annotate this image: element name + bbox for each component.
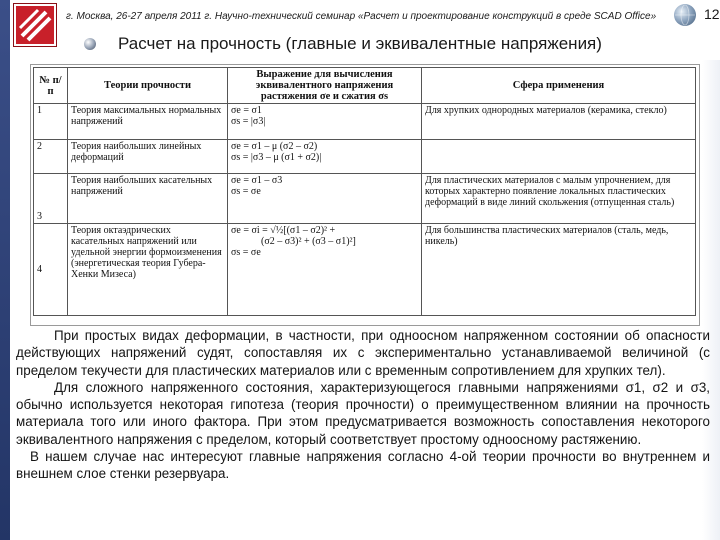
header-scope: Сфера применения <box>422 68 696 104</box>
row-scope: Для хрупких однородных материалов (керамика, стекло) <box>422 104 696 140</box>
row-expression: σе = σ1 – σ3 σs = σе <box>228 174 422 224</box>
title-row <box>84 34 704 56</box>
slide-header <box>10 0 720 30</box>
table-row <box>34 174 696 224</box>
slide-title: Расчет на прочность (главные и эквивалентные напряжения) <box>118 34 602 53</box>
row-num: 3 <box>34 174 68 224</box>
paragraph: Для сложного напряженного состояния, характеризующегося главными напряжениями σ1, σ2 и σ3, обычно используется некоторая гипотеза (теория прочности) о преимущественном влиянии на прочность материала того или иного фактора. При этом предусматривается возможность сопоставления некоторого эквивалентного напряжения с пределом, который соответствует простому одноосному растяжению. <box>16 379 710 447</box>
table-header-row <box>34 68 696 104</box>
bullet-icon <box>84 38 96 50</box>
row-scope: Для большинства пластических материалов (сталь, медь, никель) <box>422 224 696 316</box>
left-frame-bar <box>0 0 10 540</box>
table-row <box>34 104 696 140</box>
strength-theories-table <box>30 64 700 326</box>
row-num: 4 <box>34 224 68 316</box>
paragraph: В нашем случае нас интересуют главные напряжения согласно 4-ой теории прочности во внутреннем и внешнем слое стенки резервуара. <box>16 449 710 482</box>
header-expression: Выражение для вычисления эквивалентного напряжения растяжения σе и сжатия σs <box>228 68 422 104</box>
row-scope: Для пластических материалов с малым упрочнением, для которых характерно появление локальных пластических деформаций в виде линий скольжения (отпущенная сталь) <box>422 174 696 224</box>
row-num: 2 <box>34 140 68 174</box>
header-num: № п/п <box>34 68 68 104</box>
body-text <box>16 327 710 539</box>
row-expression: σе = σi = √½[(σ1 – σ2)² + (σ2 – σ3)² + (σ3 – σ1)²] σs = σе <box>228 224 422 316</box>
page-number: 12 <box>704 6 720 22</box>
row-theory: Теория октаэдрических касательных напряжений или удельной энергии формоизменения (энергетическая теория Губера-Хенки Мизеса) <box>68 224 228 316</box>
row-theory: Теория наибольших касательных напряжений <box>68 174 228 224</box>
fire-shield-icon <box>14 4 56 46</box>
row-theory: Теория наибольших линейных деформаций <box>68 140 228 174</box>
row-num: 1 <box>34 104 68 140</box>
row-scope <box>422 140 696 174</box>
table-row <box>34 140 696 174</box>
row-expression: σе = σ1 σs = |σ3| <box>228 104 422 140</box>
table-row <box>34 224 696 316</box>
header-theory: Теории прочности <box>68 68 228 104</box>
paragraph: При простых видах деформации, в частности, при одноосном напряженном состоянии об опасности действующих напряжений судят, сопоставляя их с экспериментально устанавливаемой величиной (с пределом текучести для пластических материалов или с временным сопротивлением для хрупких тел). <box>16 328 710 378</box>
row-expression: σе = σ1 – μ (σ2 – σ2) σs = |σ3 – μ (σ1 + σ2)| <box>228 140 422 174</box>
globe-icon <box>674 4 696 26</box>
conference-line: г. Москва, 26-27 апреля 2011 г. Научно-технический семинар «Расчет и проектирование конструкций в среде SCAD Office» <box>66 11 657 22</box>
row-theory: Теория максимальных нормальных напряжений <box>68 104 228 140</box>
